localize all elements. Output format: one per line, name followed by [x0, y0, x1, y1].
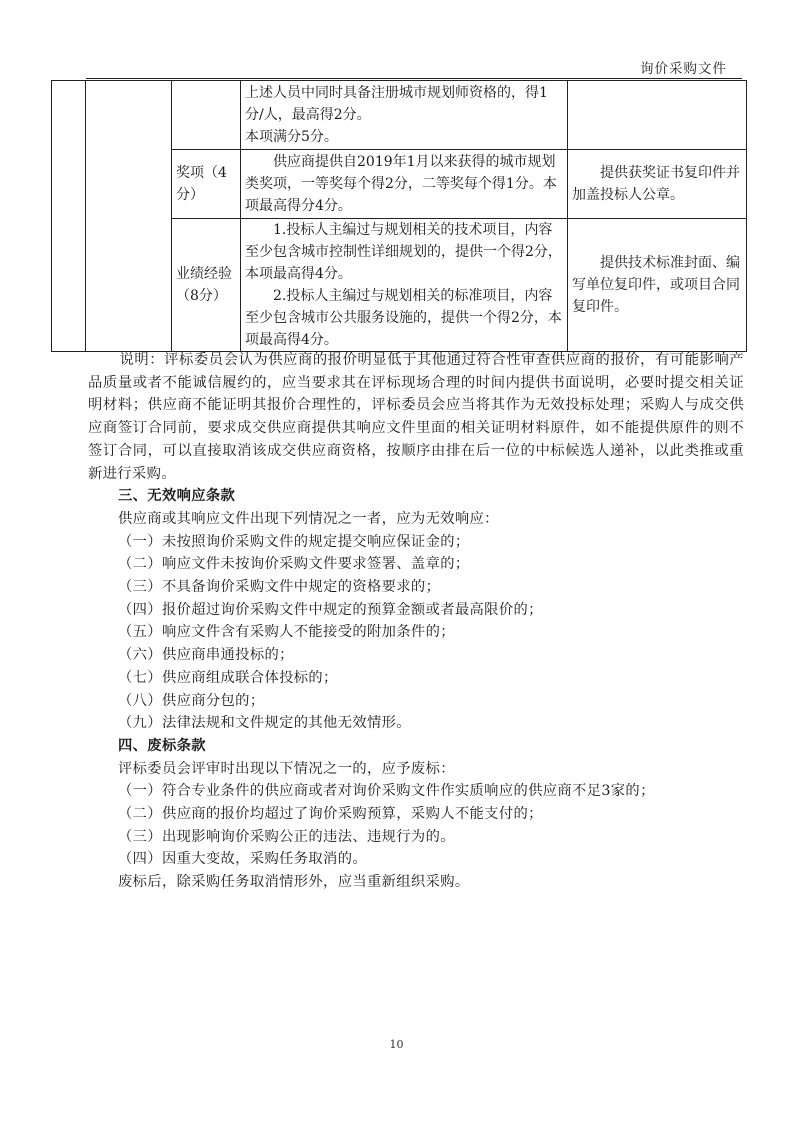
list-item: （四）报价超过询价采购文件中规定的预算金额或者最高限价的；	[118, 601, 543, 618]
table-cell-criteria	[241, 219, 568, 352]
page-number: 10	[389, 1038, 404, 1051]
scoring-table	[51, 80, 747, 352]
table-cell-criteria	[241, 150, 568, 219]
header-rule	[86, 78, 742, 79]
list-item: （三）出现影响询价采购公正的违法、违规行为的。	[118, 828, 455, 845]
list-item: （一）未按照询价采购文件的规定提交响应保证金的；	[118, 533, 470, 550]
criteria-line: 供应商提供自2019年1月以来获得的城市规划类奖项，一等奖每个得2分，二等奖每个得1分。本项最高得分4分。	[245, 154, 557, 214]
list-item: （八）供应商分包的；	[118, 692, 265, 709]
closing-text: 废标后，除采购任务取消情形外，应当重新组织采购。	[118, 874, 470, 891]
table-row	[52, 81, 747, 150]
list-item: （七）供应商组成联合体投标的；	[118, 669, 338, 686]
document-body	[88, 349, 744, 894]
criteria-line: 本项满分5分。	[245, 129, 338, 145]
table-cell-item: 奖项（4分）	[172, 150, 241, 219]
list-item: （一）符合专业条件的供应商或者对询价采购文件作实质响应的供应商不足3家的；	[118, 783, 655, 800]
table-cell-index	[52, 81, 86, 352]
list-item: （九）法律法规和文件规定的其他无效情形。	[118, 715, 411, 732]
list-item: （五）响应文件含有采购人不能接受的附加条件的；	[118, 624, 455, 641]
list-item: （四）因重大变故，采购任务取消的。	[118, 851, 367, 868]
list-item: （二）供应商的报价均超过了询价采购预算，采购人不能支付的；	[118, 806, 543, 823]
list-item: （六）供应商串通投标的；	[118, 647, 294, 664]
table-cell-item: 业绩经验（8分）	[172, 219, 241, 352]
list-item: （三）不具备询价采购文件中规定的资格要求的；	[118, 579, 441, 596]
table-cell-item	[172, 81, 241, 150]
document-header-title: 询价采购文件	[640, 61, 727, 77]
table-cell-evidence: 提供获奖证书复印件并加盖投标人公章。	[568, 150, 747, 219]
table-cell-evidence	[568, 81, 747, 150]
criteria-line: 2.投标人主编过与规划相关的标准项目，内容至少包含城市公共服务设施的，提供一个得2分，本项最高得4分。	[245, 288, 562, 348]
section-intro: 评标委员会评审时出现以下情况之一的，应予废标：	[118, 760, 455, 777]
criteria-line: 上述人员中同时具备注册城市规划师资格的，得1分/人，最高得2分。	[245, 85, 548, 123]
section-intro: 供应商或其响应文件出现下列情况之一者，应为无效响应：	[118, 510, 499, 527]
list-item: （二）响应文件未按询价采购文件要求签署、盖章的；	[118, 556, 470, 573]
table-cell-evidence: 提供技术标准封面、编写单位复印件，或项目合同复印件。	[568, 219, 747, 352]
note-paragraph: 说明：评标委员会认为供应商的报价明显低于其他通过符合性审查供应商的报价，有可能影响产品质量或者不能诚信履约的，应当要求其在评标现场合理的时间内提供书面说明，必要时提交相关证明材料；供应商不能证明其报价合理性的，评标委员会应当将其作为无效投标处理；采购人与成交供应商签订合同前，要求成交供应商提供其响应文件里面的相关证明材料原件，如不能提供原件的则不签订合同，可以直接取消该成交供应商资格，按顺序由排在后一位的中标候选人递补，以此类推或重新进行采购。	[88, 352, 744, 482]
table-cell-criteria	[241, 81, 568, 150]
table-cell-category	[86, 81, 172, 352]
section-heading-invalid-response: 三、无效响应条款	[118, 488, 236, 505]
section-heading-bid-cancellation: 四、废标条款	[118, 737, 206, 754]
criteria-line: 1.投标人主编过与规划相关的技术项目，内容至少包含城市控制性详细规划的，提供一个得2分，本项最高得4分。	[245, 222, 562, 282]
